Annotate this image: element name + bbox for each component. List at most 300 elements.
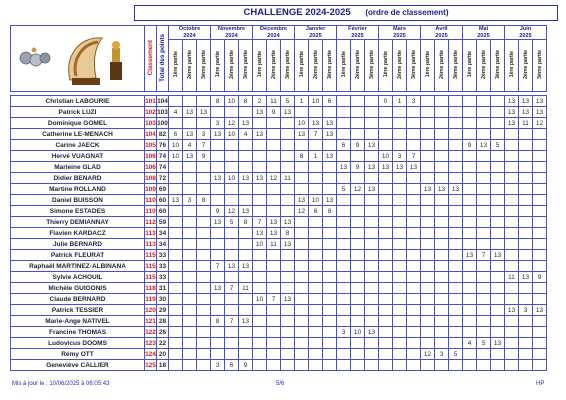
part-label: 1ère partie	[172, 51, 179, 78]
score-cell: 13	[281, 294, 295, 305]
score-cell	[393, 261, 407, 272]
score-cell	[225, 140, 239, 151]
score-cell	[505, 129, 519, 140]
score-cell	[449, 327, 463, 338]
score-cell	[197, 206, 211, 217]
score-cell	[267, 184, 281, 195]
score-cell	[407, 239, 421, 250]
score-cell: 13	[267, 228, 281, 239]
score-cell	[407, 316, 421, 327]
score-cell	[435, 228, 449, 239]
score-cell: 13	[435, 184, 449, 195]
score-cell	[421, 272, 435, 283]
player-rank: 123	[145, 339, 156, 347]
score-cell	[239, 349, 253, 360]
player-total: 103	[157, 108, 168, 116]
score-cell	[197, 294, 211, 305]
score-cell	[295, 327, 309, 338]
score-cell: 13	[519, 96, 533, 107]
score-cell	[519, 283, 533, 294]
part-label: 2ème partie	[270, 50, 277, 79]
score-cell	[309, 261, 323, 272]
part-header	[477, 40, 491, 92]
score-cell	[281, 283, 295, 294]
player-rank: 102	[145, 108, 156, 116]
player-total: 76	[157, 140, 169, 151]
score-cell	[421, 129, 435, 140]
score-cell	[183, 173, 197, 184]
score-cell: 3	[183, 195, 197, 206]
score-cell	[519, 316, 533, 327]
score-cell	[463, 195, 477, 206]
page-number: 5/6	[276, 381, 285, 387]
player-name: Francine THOMAS	[11, 327, 145, 338]
player-total: 34	[157, 239, 169, 250]
score-cell	[337, 118, 351, 129]
score-cell: 13	[253, 173, 267, 184]
score-cell	[239, 140, 253, 151]
score-cell	[449, 118, 463, 129]
score-cell	[183, 360, 197, 371]
score-cell: 3	[197, 129, 211, 140]
player-total: 33	[157, 261, 169, 272]
score-cell	[519, 217, 533, 228]
score-cell	[169, 118, 183, 129]
score-cell	[435, 96, 449, 107]
score-cell	[253, 250, 267, 261]
score-cell: 11	[239, 283, 253, 294]
part-header	[183, 40, 197, 92]
score-cell: 10	[295, 118, 309, 129]
score-cell: 12	[351, 184, 365, 195]
score-cell	[491, 316, 505, 327]
player-name: Ludovicus DOOMS	[11, 338, 145, 349]
score-cell: 5	[225, 217, 239, 228]
score-cell	[379, 283, 393, 294]
score-cell	[435, 118, 449, 129]
score-cell	[463, 305, 477, 316]
score-cell	[253, 338, 267, 349]
score-cell	[323, 349, 337, 360]
player-row	[11, 294, 547, 305]
score-cell	[183, 305, 197, 316]
player-rank: 106	[145, 152, 156, 160]
score-cell	[435, 316, 449, 327]
score-cell	[225, 239, 239, 250]
score-cell: 13	[463, 250, 477, 261]
score-cell	[253, 118, 267, 129]
score-cell	[365, 261, 379, 272]
score-cell	[183, 206, 197, 217]
score-cell	[183, 96, 197, 107]
score-cell: 9	[351, 140, 365, 151]
part-label: 3ème partie	[368, 50, 375, 79]
player-name: Claude BERNARD	[11, 294, 145, 305]
score-cell: 5	[281, 96, 295, 107]
score-cell	[253, 360, 267, 371]
score-cell	[407, 327, 421, 338]
score-cell: 3	[211, 360, 225, 371]
score-cell	[323, 217, 337, 228]
score-cell	[295, 162, 309, 173]
score-cell	[477, 239, 491, 250]
score-cell	[197, 272, 211, 283]
score-cell	[365, 217, 379, 228]
score-cell	[211, 294, 225, 305]
score-cell: 13	[505, 118, 519, 129]
score-cell	[505, 151, 519, 162]
score-cell	[533, 129, 547, 140]
score-cell	[421, 305, 435, 316]
score-cell	[379, 118, 393, 129]
score-cell	[225, 327, 239, 338]
month-header	[253, 26, 295, 40]
score-cell: 13	[505, 305, 519, 316]
score-cell	[421, 206, 435, 217]
part-header	[309, 40, 323, 92]
part-header	[351, 40, 365, 92]
player-row	[11, 349, 547, 360]
score-cell: 11	[267, 239, 281, 250]
score-cell	[519, 140, 533, 151]
score-cell	[267, 140, 281, 151]
score-cell	[421, 151, 435, 162]
score-cell	[491, 294, 505, 305]
score-cell	[491, 261, 505, 272]
score-cell	[281, 316, 295, 327]
score-cell: 13	[519, 272, 533, 283]
player-rank: 118	[145, 284, 156, 292]
score-cell: 7	[211, 261, 225, 272]
update-timestamp: Mis à jour le : 10/06/2025 à 06:05:43	[12, 381, 110, 387]
month-label: Janvier 2025	[305, 26, 326, 39]
score-cell	[421, 195, 435, 206]
score-cell	[197, 316, 211, 327]
score-cell	[281, 360, 295, 371]
player-total: 31	[157, 283, 169, 294]
score-cell	[407, 294, 421, 305]
part-label: 1ère partie	[214, 51, 221, 78]
score-cell	[309, 360, 323, 371]
score-cell	[379, 195, 393, 206]
player-total: 33	[157, 272, 169, 283]
score-cell	[519, 173, 533, 184]
player-rank: 122	[145, 328, 156, 336]
score-cell	[519, 327, 533, 338]
score-cell	[379, 184, 393, 195]
score-cell: 3	[393, 151, 407, 162]
score-cell	[197, 349, 211, 360]
score-cell: 13	[197, 107, 211, 118]
score-cell	[505, 261, 519, 272]
score-cell	[519, 184, 533, 195]
score-cell	[197, 261, 211, 272]
score-cell	[505, 162, 519, 173]
score-cell	[281, 195, 295, 206]
score-cell	[337, 206, 351, 217]
player-rank: 109	[145, 185, 156, 193]
score-cell	[295, 261, 309, 272]
score-cell	[519, 239, 533, 250]
score-cell	[449, 129, 463, 140]
player-rank: 108	[145, 174, 156, 182]
score-cell	[435, 151, 449, 162]
score-cell	[407, 173, 421, 184]
player-total: 104	[157, 97, 168, 105]
score-cell	[183, 349, 197, 360]
score-cell	[519, 228, 533, 239]
score-cell	[267, 327, 281, 338]
score-cell	[281, 272, 295, 283]
player-row	[11, 107, 547, 118]
score-cell	[491, 96, 505, 107]
page-title: CHALLENGE 2024-2025	[243, 7, 351, 18]
score-cell: 2	[253, 96, 267, 107]
score-cell	[169, 272, 183, 283]
score-cell	[211, 162, 225, 173]
score-cell	[379, 261, 393, 272]
score-cell	[309, 228, 323, 239]
score-cell	[267, 250, 281, 261]
score-cell	[309, 305, 323, 316]
score-cell	[351, 96, 365, 107]
score-cell	[365, 305, 379, 316]
score-cell	[183, 327, 197, 338]
score-cell	[323, 327, 337, 338]
score-cell	[519, 360, 533, 371]
score-cell	[477, 195, 491, 206]
score-cell: 1	[295, 96, 309, 107]
score-cell: 11	[267, 96, 281, 107]
score-cell: 10	[169, 140, 183, 151]
score-cell	[281, 118, 295, 129]
month-label: Mars 2025	[392, 26, 407, 39]
score-cell	[309, 294, 323, 305]
score-cell	[519, 250, 533, 261]
score-cell	[379, 294, 393, 305]
score-cell	[323, 283, 337, 294]
score-cell: 13	[183, 107, 197, 118]
score-cell	[407, 338, 421, 349]
score-cell	[239, 228, 253, 239]
score-cell	[365, 239, 379, 250]
score-cell: 5	[477, 338, 491, 349]
score-cell	[393, 129, 407, 140]
score-cell	[337, 239, 351, 250]
player-total: 28	[157, 316, 169, 327]
score-cell	[169, 327, 183, 338]
player-row	[11, 96, 547, 107]
score-cell	[169, 250, 183, 261]
score-cell	[449, 316, 463, 327]
player-rank: 110	[145, 196, 156, 204]
score-cell	[505, 217, 519, 228]
score-cell	[491, 173, 505, 184]
score-cell	[281, 327, 295, 338]
player-name: Geneviève CALLIER	[11, 360, 145, 371]
score-cell: 12	[421, 349, 435, 360]
score-cell: 13	[267, 217, 281, 228]
score-cell	[407, 250, 421, 261]
part-header	[197, 40, 211, 92]
player-rank: 121	[145, 317, 156, 325]
score-cell: 13	[225, 261, 239, 272]
score-cell	[533, 228, 547, 239]
score-cell	[449, 338, 463, 349]
score-cell	[519, 151, 533, 162]
score-cell: 13	[491, 250, 505, 261]
score-cell	[197, 173, 211, 184]
part-header	[337, 40, 351, 92]
score-cell	[393, 107, 407, 118]
score-cell	[379, 129, 393, 140]
score-cell	[197, 118, 211, 129]
score-cell: 11	[505, 272, 519, 283]
score-cell	[435, 173, 449, 184]
score-cell: 6	[309, 206, 323, 217]
score-cell	[183, 283, 197, 294]
player-rank: 103	[145, 119, 156, 127]
score-cell	[267, 316, 281, 327]
player-total: 69	[157, 184, 169, 195]
player-name: Michèle GUIGONIS	[11, 283, 145, 294]
score-cell	[239, 327, 253, 338]
player-row	[11, 195, 547, 206]
player-name: Raphaël MARTINEZ-ALBINANA	[11, 261, 145, 272]
score-cell	[225, 228, 239, 239]
score-cell	[267, 305, 281, 316]
score-cell	[379, 349, 393, 360]
score-cell	[253, 140, 267, 151]
score-cell	[169, 261, 183, 272]
score-cell	[393, 195, 407, 206]
score-cell	[183, 239, 197, 250]
score-cell	[183, 272, 197, 283]
score-cell: 9	[267, 107, 281, 118]
score-cell	[323, 184, 337, 195]
score-cell	[463, 360, 477, 371]
score-cell	[197, 162, 211, 173]
score-cell	[519, 349, 533, 360]
score-cell	[449, 96, 463, 107]
score-cell	[267, 360, 281, 371]
score-cell	[477, 228, 491, 239]
score-cell	[351, 195, 365, 206]
score-cell	[421, 118, 435, 129]
player-total: 18	[157, 360, 169, 371]
score-cell	[533, 261, 547, 272]
score-cell: 13	[407, 162, 421, 173]
player-row	[11, 151, 547, 162]
score-cell	[491, 162, 505, 173]
part-header	[379, 40, 393, 92]
score-cell	[197, 96, 211, 107]
score-cell	[379, 338, 393, 349]
score-cell	[211, 107, 225, 118]
score-cell	[337, 261, 351, 272]
player-name: Patrick LUZI	[11, 107, 145, 118]
score-cell: 13	[393, 162, 407, 173]
trophy-icon	[69, 38, 122, 85]
score-cell	[533, 162, 547, 173]
player-row	[11, 129, 547, 140]
score-cell: 13	[211, 129, 225, 140]
score-cell	[379, 327, 393, 338]
player-rank: 115	[145, 262, 156, 270]
score-cell	[435, 272, 449, 283]
score-cell	[365, 96, 379, 107]
score-cell	[477, 261, 491, 272]
score-cell	[323, 360, 337, 371]
score-cell	[295, 228, 309, 239]
score-cell	[211, 195, 225, 206]
score-cell	[365, 107, 379, 118]
player-rank: 124	[145, 350, 156, 358]
score-cell	[351, 349, 365, 360]
score-cell	[393, 184, 407, 195]
score-cell	[225, 162, 239, 173]
score-cell	[533, 140, 547, 151]
score-cell	[421, 283, 435, 294]
player-rank: 105	[145, 141, 156, 149]
score-cell	[323, 162, 337, 173]
player-total: 26	[157, 327, 169, 338]
score-cell	[295, 294, 309, 305]
score-cell	[449, 195, 463, 206]
player-row	[11, 217, 547, 228]
score-cell: 9	[197, 151, 211, 162]
player-name: Didier BENARD	[11, 173, 145, 184]
score-cell	[505, 338, 519, 349]
score-cell: 9	[351, 162, 365, 173]
score-cell	[421, 360, 435, 371]
score-cell	[309, 283, 323, 294]
score-cell	[533, 239, 547, 250]
score-cell: 3	[407, 96, 421, 107]
part-label: 2ème partie	[228, 50, 235, 79]
score-cell	[323, 140, 337, 151]
score-cell: 7	[309, 129, 323, 140]
part-label: 1ère partie	[508, 51, 515, 78]
month-label: Novembre 2024	[217, 26, 246, 39]
score-cell	[393, 349, 407, 360]
player-rank: 125	[145, 361, 156, 369]
score-cell	[295, 360, 309, 371]
player-rank: 106	[145, 163, 156, 171]
score-cell	[407, 228, 421, 239]
player-row	[11, 206, 547, 217]
title-bar	[134, 5, 558, 21]
month-header	[295, 26, 337, 40]
player-total: 30	[157, 294, 169, 305]
score-cell: 13	[365, 327, 379, 338]
score-cell	[463, 349, 477, 360]
score-cell: 13	[533, 305, 547, 316]
score-cell	[491, 327, 505, 338]
score-cell	[365, 228, 379, 239]
score-cell	[183, 228, 197, 239]
score-cell	[351, 316, 365, 327]
score-cell	[435, 129, 449, 140]
score-cell: 13	[183, 129, 197, 140]
score-cell	[477, 96, 491, 107]
score-cell	[393, 140, 407, 151]
score-cell	[505, 316, 519, 327]
score-cell	[211, 239, 225, 250]
score-cell	[295, 107, 309, 118]
score-cell	[505, 184, 519, 195]
score-cell	[337, 316, 351, 327]
